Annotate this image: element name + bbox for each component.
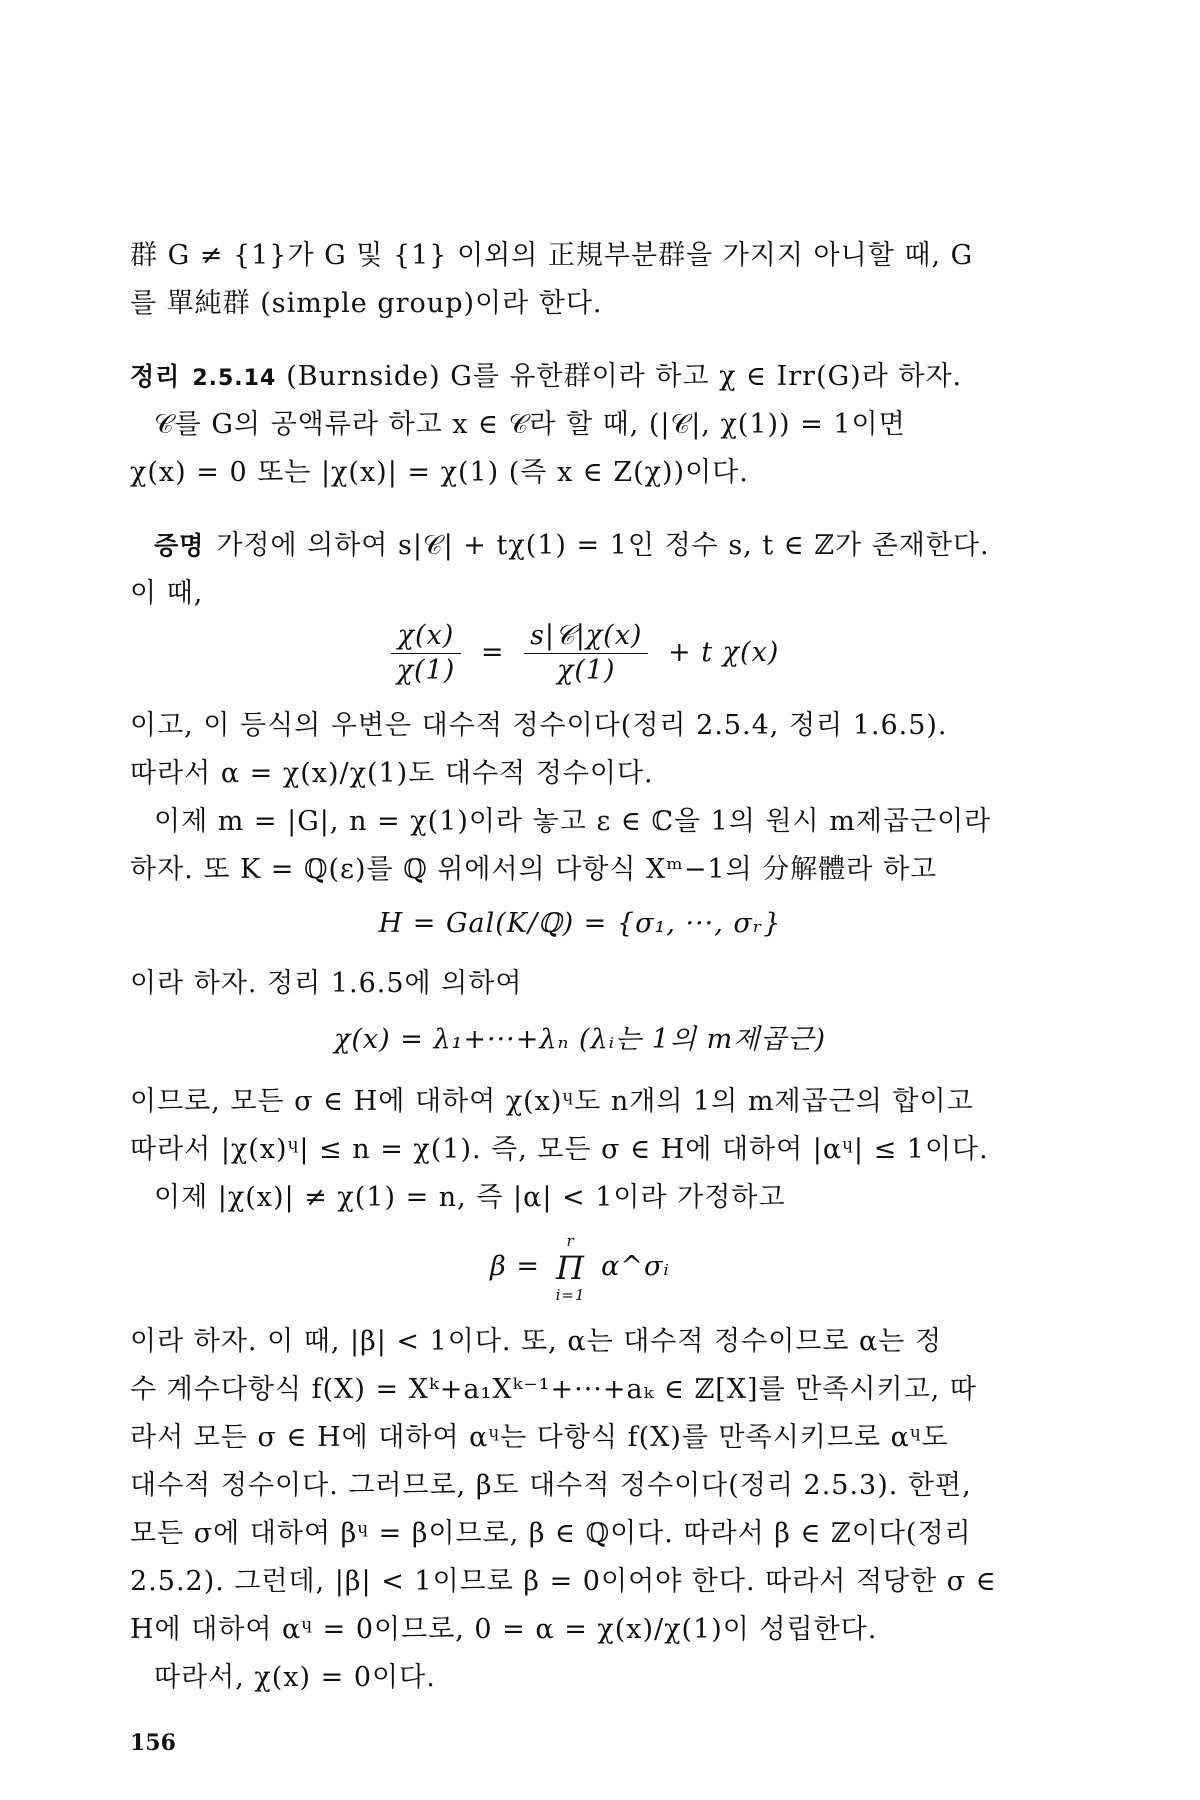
theorem-number: 2.5.14 — [192, 366, 277, 391]
product-icon: Π — [556, 1248, 585, 1287]
proof-line-3: 이고, 이 등식의 우변은 대수적 정수이다(정리 2.5.4, 정리 1.6.5). — [130, 710, 948, 741]
product-upper-limit: r — [566, 1231, 575, 1250]
equation-3: χ(x) = λ₁+···+λₙ (λᵢ는 1의 m제곱근) — [334, 1024, 826, 1055]
proof-line-9: 따라서 |χ(x)ᶣ| ≤ n = χ(1). 즉, 모든 σ ∈ H에 대하여 |αᶣ| ≤ 1이다. — [130, 1134, 989, 1165]
book-page — [130, 0, 1030, 1800]
theorem-line-3: χ(x) = 0 또는 |χ(x)| = χ(1) (즉 x ∈ Z(χ))이다. — [130, 457, 749, 488]
eq1-rhs-denominator: χ(1) — [556, 655, 616, 686]
eq1-tail: + t χ(x) — [668, 637, 780, 668]
proof-line-14: 대수적 정수이다. 그러므로, β도 대수적 정수이다(정리 2.5.3). 한편, — [130, 1470, 972, 1501]
eq1-lhs-denominator: χ(1) — [396, 655, 456, 686]
equation-4 — [130, 1222, 1030, 1312]
product-symbol-group — [556, 1231, 586, 1305]
page-number: 156 — [130, 1730, 176, 1756]
proof-line-5: 이제 m = |G|, n = χ(1)이라 놓고 ε ∈ ℂ을 1의 원시 m제곱근이라 — [154, 806, 992, 837]
proof-line-15: 모든 σ에 대하여 βᶣ = β이므로, β ∈ ℚ이다. 따라서 β ∈ ℤ이다(정리 — [130, 1518, 972, 1549]
proof-line-18: 따라서, χ(x) = 0이다. — [154, 1662, 436, 1693]
eq1-equals: = — [480, 637, 505, 668]
eq4-lhs: β = — [490, 1251, 540, 1282]
proof-line-8: 이므로, 모든 σ ∈ H에 대하여 χ(x)ᶣ도 n개의 1의 m제곱근의 합이고 — [130, 1086, 974, 1117]
proof-line-7: 이라 하자. 정리 1.6.5에 의하여 — [130, 968, 523, 999]
proof-line-13: 라서 모든 σ ∈ H에 대하여 αᶣ는 다항식 f(X)를 만족시키므로 αᶣ도 — [130, 1422, 949, 1453]
theorem-statement-1: (Burnside) G를 유한群이라 하고 χ ∈ Irr(G)라 하자. — [286, 361, 963, 392]
theorem-line-1 — [130, 353, 1030, 403]
proof-text-1: 가정에 의하여 s|𝒞| + tχ(1) = 1인 정수 s, t ∈ ℤ가 존재한다. — [216, 530, 990, 561]
proof-line-6: 하자. 또 K = ℚ(ε)를 ℚ 위에서의 다항식 Xᵐ−1의 分解體라 하고 — [130, 854, 938, 885]
product-lower-limit: i=1 — [555, 1285, 586, 1304]
proof-line-17: H에 대하여 αᶣ = 0이므로, 0 = α = χ(x)/χ(1)이 성립한다. — [130, 1614, 878, 1645]
definition-line-2: 를 單純群 (simple group)이라 한다. — [130, 288, 603, 319]
proof-label: 증명 — [154, 531, 205, 560]
eq1-rhs-numerator: s|𝒞|χ(x) — [524, 619, 648, 654]
equation-2: H = Gal(K/ℚ) = {σ₁, ···, σᵣ} — [378, 908, 782, 939]
proof-line-2: 이 때, — [130, 578, 204, 609]
proof-line-1 — [154, 522, 1030, 570]
proof-line-12: 수 계수다항식 f(X) = Xᵏ+a₁Xᵏ⁻¹+···+aₖ ∈ ℤ[X]를 만족시키고, 따 — [130, 1374, 977, 1405]
eq1-lhs-fraction — [391, 619, 462, 688]
proof-line-11: 이라 하자. 이 때, |β| < 1이다. 또, α는 대수적 정수이므로 α는 정 — [130, 1326, 943, 1357]
definition-line-1: 群 G ≠ {1}가 G 및 {1} 이외의 正規부분群을 가지지 아니할 때, G — [130, 240, 974, 271]
eq1-rhs-fraction — [524, 619, 648, 688]
proof-line-4: 따라서 α = χ(x)/χ(1)도 대수적 정수이다. — [130, 758, 654, 789]
equation-1 — [130, 618, 1030, 688]
eq1-lhs-numerator: χ(x) — [391, 619, 462, 654]
proof-line-16: 2.5.2). 그런데, |β| < 1이므로 β = 0이어야 한다. 따라서 적당한 σ ∈ — [130, 1566, 997, 1597]
proof-line-10: 이제 |χ(x)| ≠ χ(1) = n, 즉 |α| < 1이라 가정하고 — [154, 1182, 786, 1213]
theorem-line-2: 𝒞를 G의 공액류라 하고 x ∈ 𝒞라 할 때, (|𝒞|, χ(1)) = 1이면 — [154, 409, 906, 440]
theorem-label: 정리 — [130, 362, 181, 391]
eq4-term: α^σᵢ — [601, 1251, 670, 1282]
